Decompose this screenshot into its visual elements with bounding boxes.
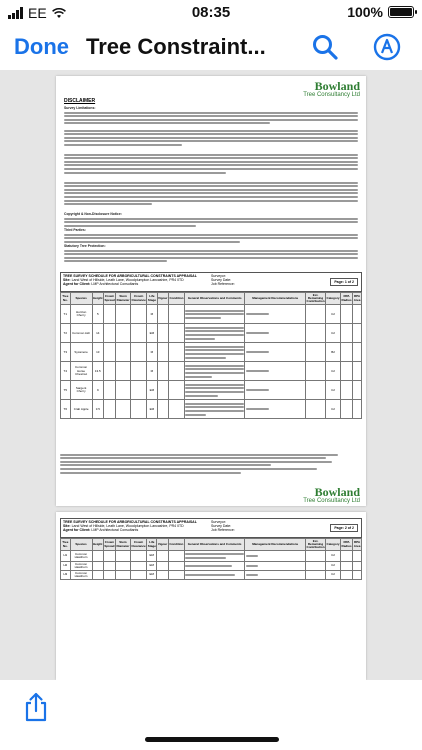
table-row bbox=[61, 305, 362, 324]
tree-life-stage: EM bbox=[147, 324, 157, 343]
header-cell: Species bbox=[70, 539, 92, 551]
paragraph-lead: Statutory Tree Protection: bbox=[64, 244, 106, 248]
header-cell: Condition bbox=[168, 293, 184, 305]
logo-subtitle: Tree Consultancy Ltd bbox=[303, 92, 360, 98]
tree-category: C2 bbox=[326, 381, 341, 400]
tree-category: C2 bbox=[326, 305, 341, 324]
tree-life-stage: EM bbox=[147, 571, 157, 580]
paragraph-third-parties bbox=[64, 228, 358, 244]
tree-species: Sargent Cherry bbox=[70, 381, 92, 400]
battery-group bbox=[347, 4, 414, 20]
tree-category: C2 bbox=[326, 362, 341, 381]
done-button[interactable]: Done bbox=[14, 34, 69, 59]
paragraph-copyright bbox=[64, 212, 358, 228]
header-cell: Stem Diameter bbox=[116, 293, 131, 305]
site-label: Site: bbox=[63, 278, 71, 282]
header-cell: Vigour bbox=[157, 293, 168, 305]
pdf-page-1 bbox=[56, 76, 366, 506]
table-row bbox=[61, 343, 362, 362]
surveyor-label: Surveyor: bbox=[211, 274, 226, 278]
search-icon[interactable] bbox=[310, 32, 340, 62]
site-value: Land West of Hillside, Leath Lane, Woodplumpton Lancashire, PR4 0TD bbox=[71, 278, 184, 282]
clock: 08:35 bbox=[191, 4, 231, 21]
tree-species: Common Horse Chestnut bbox=[70, 362, 92, 381]
tree-no: H3 bbox=[61, 571, 71, 580]
tree-category: B2 bbox=[326, 343, 341, 362]
tree-species: Crab Apple bbox=[70, 400, 92, 419]
table-row bbox=[61, 381, 362, 400]
tree-species: Common Hawthorn bbox=[70, 551, 92, 562]
tree-height: 13.5 bbox=[92, 362, 103, 381]
header-cell: Category bbox=[326, 293, 341, 305]
tree-height: 14 bbox=[92, 324, 103, 343]
schedule-header-row bbox=[61, 293, 362, 305]
battery-fill bbox=[390, 8, 412, 16]
header-cell: RPA Area bbox=[353, 293, 362, 305]
header-cell: Species bbox=[70, 293, 92, 305]
logo-brand: Bowland bbox=[314, 79, 360, 93]
survey-meta bbox=[211, 520, 235, 532]
tree-life-stage: EM bbox=[147, 551, 157, 562]
schedule-header bbox=[60, 272, 362, 292]
tree-species: Common Ash bbox=[70, 324, 92, 343]
tree-no: T2 bbox=[61, 324, 71, 343]
tree-no: T6 bbox=[61, 400, 71, 419]
paragraph-body bbox=[64, 152, 358, 175]
paragraph-survey-limitations bbox=[64, 106, 358, 126]
document-title: Tree Constraint... bbox=[86, 34, 266, 59]
header-cell: Est. Remaining Contribution bbox=[306, 538, 325, 550]
tree-life-stage: EM bbox=[147, 381, 157, 400]
page-indicator: Page: 2 of 2 bbox=[330, 524, 358, 532]
header-cell: Category bbox=[326, 539, 341, 551]
header-cell: RPA Area bbox=[353, 539, 362, 551]
company-logo bbox=[303, 80, 360, 98]
company-logo bbox=[303, 486, 360, 504]
disclaimer-heading: DISCLAIMER bbox=[64, 98, 96, 104]
job-ref-label: Job Reference: bbox=[211, 282, 235, 286]
header-cell: Life Stage bbox=[147, 293, 157, 305]
header-cell: Condition bbox=[168, 539, 184, 551]
header-cell: Vigour bbox=[157, 539, 168, 551]
header-cell: RPA Radius bbox=[341, 539, 353, 551]
survey-date-label: Survey Date: bbox=[211, 278, 232, 282]
carrier-label: EE bbox=[28, 5, 47, 21]
table-row bbox=[61, 571, 362, 580]
tree-life-stage: EM bbox=[147, 400, 157, 419]
home-indicator bbox=[145, 737, 279, 742]
tree-category: C2 bbox=[326, 562, 341, 571]
tree-no: T5 bbox=[61, 381, 71, 400]
table-row bbox=[61, 400, 362, 419]
paragraph-statutory-protection bbox=[64, 244, 358, 264]
tree-species: Sycamore bbox=[70, 343, 92, 362]
paragraph-lead: Copyright & Non-Disclosure Notice: bbox=[64, 212, 122, 216]
tree-life-stage: M bbox=[147, 362, 157, 381]
pdf-page-2 bbox=[56, 512, 366, 680]
status-bar bbox=[0, 0, 422, 26]
job-ref-label: Job Reference: bbox=[211, 528, 235, 532]
schedule-header bbox=[60, 518, 362, 538]
surveyor-label: Surveyor: bbox=[211, 520, 226, 524]
header-cell: Management Recommendations bbox=[245, 293, 306, 305]
battery-percent: 100% bbox=[347, 4, 383, 20]
document-viewer[interactable] bbox=[0, 70, 422, 680]
tree-schedule-table bbox=[60, 272, 362, 419]
tree-schedule-table bbox=[60, 518, 362, 580]
tree-life-stage: M bbox=[147, 343, 157, 362]
paragraph-body bbox=[64, 128, 358, 148]
logo-subtitle: Tree Consultancy Ltd bbox=[303, 498, 360, 504]
tree-species: Horizon Cherry bbox=[70, 305, 92, 324]
schedule-title: TREE SURVEY SCHEDULE FOR ARBORICULTURAL CONSTRAINTS APPRAISAL bbox=[63, 520, 197, 524]
logo-brand: Bowland bbox=[314, 485, 360, 499]
tree-category: C2 bbox=[326, 324, 341, 343]
tree-life-stage: M bbox=[147, 305, 157, 324]
paragraph-lead: Third Parties: bbox=[64, 228, 86, 232]
tree-life-stage: EM bbox=[147, 562, 157, 571]
schedule-grid bbox=[60, 292, 362, 419]
share-icon[interactable] bbox=[24, 692, 48, 722]
header-cell: Tree No. bbox=[61, 293, 71, 305]
markup-icon[interactable] bbox=[372, 32, 402, 62]
tree-category: C2 bbox=[326, 400, 341, 419]
schedule-title: TREE SURVEY SCHEDULE FOR ARBORICULTURAL CONSTRAINTS APPRAISAL bbox=[63, 274, 197, 278]
header-cell: Life Stage bbox=[147, 539, 157, 551]
tree-no: H1 bbox=[61, 551, 71, 562]
schedule-legend bbox=[60, 452, 362, 475]
tree-height: 3.5 bbox=[92, 400, 103, 419]
tree-height: 13 bbox=[92, 343, 103, 362]
tree-height: 5 bbox=[92, 305, 103, 324]
tree-category: C2 bbox=[326, 551, 341, 562]
tree-species: Common Hawthorn bbox=[70, 571, 92, 580]
header-cell: Stem Diameter bbox=[116, 539, 131, 551]
header-cell: Management Recommendations bbox=[245, 539, 306, 551]
viewer-toolbar bbox=[0, 26, 422, 70]
header-cell: Crown Clearance bbox=[131, 293, 147, 305]
tree-no: T4 bbox=[61, 362, 71, 381]
battery-icon bbox=[388, 6, 414, 18]
tree-category: C2 bbox=[326, 571, 341, 580]
site-label: Site: bbox=[63, 524, 71, 528]
table-row bbox=[61, 362, 362, 381]
schedule-header-row bbox=[61, 539, 362, 551]
tree-height: 9 bbox=[92, 381, 103, 400]
tree-no: T1 bbox=[61, 305, 71, 324]
survey-meta bbox=[211, 274, 235, 286]
bottom-toolbar bbox=[0, 680, 422, 750]
agent-label: Agent for Client: bbox=[63, 282, 91, 286]
paragraph-lead: Survey Limitations: bbox=[64, 106, 96, 110]
header-cell: RPA Radius bbox=[341, 293, 353, 305]
table-row bbox=[61, 551, 362, 562]
paragraph-body bbox=[64, 180, 358, 207]
tree-no: T3 bbox=[61, 343, 71, 362]
agent-value: LMP Architectural Consultants bbox=[91, 528, 139, 532]
site-value: Land West of Hillside, Leath Lane, Woodplumpton Lancashire, PR4 0TD bbox=[71, 524, 184, 528]
header-cell: Height bbox=[92, 539, 103, 551]
header-cell: Crown Spread bbox=[103, 539, 115, 551]
agent-label: Agent for Client: bbox=[63, 528, 91, 532]
tree-no: H2 bbox=[61, 562, 71, 571]
header-cell: Height bbox=[92, 293, 103, 305]
header-cell: Crown Spread bbox=[103, 293, 115, 305]
header-cell: Crown Clearance bbox=[130, 539, 146, 551]
header-cell: Tree No. bbox=[61, 539, 71, 551]
agent-value: LMP Architectural Consultants bbox=[91, 282, 139, 286]
survey-date-label: Survey Date: bbox=[211, 524, 232, 528]
table-row bbox=[61, 562, 362, 571]
header-cell: General Observations and Comments bbox=[184, 539, 245, 551]
tree-species: Common Hawthorn bbox=[70, 562, 92, 571]
header-cell: General Observations and Comments bbox=[184, 293, 244, 305]
page-indicator: Page: 1 of 2 bbox=[330, 278, 358, 286]
table-row bbox=[61, 324, 362, 343]
schedule-grid bbox=[60, 538, 362, 580]
header-cell: Est. Remaining Contribution bbox=[306, 292, 325, 304]
